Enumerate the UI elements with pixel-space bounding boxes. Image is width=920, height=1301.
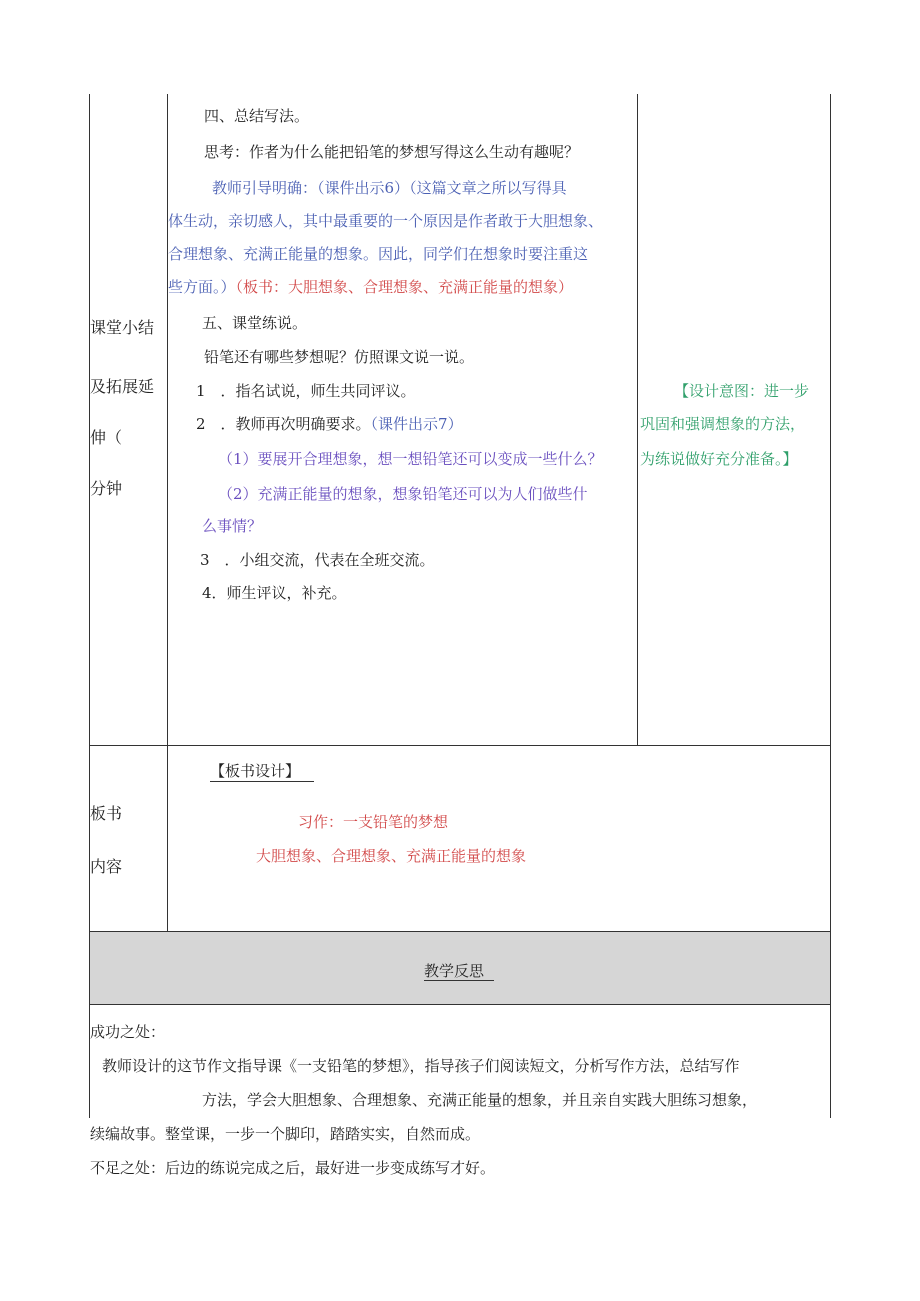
practice-item-2-row — [196, 414, 463, 434]
design-intent-line-1: 【设计意图：进一步 — [674, 382, 810, 400]
design-intent-line-3: 为练说做好充分准备。】 — [640, 450, 798, 468]
para-line-2: 体生动，亲切感人，其中最重要的一个原因是作者敢于大胆想象、 — [168, 212, 604, 230]
practice-sub-1: （1）要展开合理想象，想一想铅笔还可以变成一些什么？ — [218, 450, 603, 468]
board-note: （板书：大胆想象、合理想象、充满正能量的想象） — [235, 278, 574, 296]
section-label-line-1: 课堂小结 — [90, 318, 155, 337]
practice-sub-2-line-1: （2）充满正能量的想象，想象铅笔还可以为人们做些什 — [218, 485, 588, 503]
board-title: 习作：一支铅笔的梦想 — [298, 813, 449, 831]
section-label-line-4: 分钟 — [90, 479, 123, 498]
practice-item-3: 3 ．小组交流，代表在全班交流。 — [200, 551, 435, 569]
para-line-4: 些方面。） — [168, 278, 236, 296]
heading-class-practice: 五、课堂练说。 — [202, 314, 308, 332]
heading-summary-method: 四、总结写法。 — [204, 107, 310, 125]
practice-item-4: 4．师生评议，补充。 — [202, 584, 347, 602]
think-question: 思考：作者为什么能把铅笔的梦想写得这么生动有趣呢？ — [204, 143, 580, 161]
board-design-underline — [210, 781, 314, 782]
table-right-border — [830, 94, 831, 1118]
board-label-line-1: 板书 — [90, 804, 123, 823]
success-label: 成功之处： — [90, 1023, 166, 1041]
success-line-3: 续编故事。整堂课，一步一个脚印，踏踏实实，自然而成。 — [90, 1125, 481, 1143]
board-design-heading: 【板书设计】 — [210, 762, 301, 780]
section-label-line-2: 及拓展延 — [90, 377, 155, 396]
reflection-header-underline — [424, 980, 494, 981]
teacher-guide-line — [212, 178, 567, 198]
para-line-3: 合理想象、充满正能量的想象。因此，同学们在想象时要注重这 — [168, 245, 589, 263]
practice-item-1: 1 ．指名试说，师生共同评议。 — [196, 382, 416, 400]
practice-sub-2-line-2: 么事情？ — [202, 517, 263, 535]
practice-item-2: 2 ．教师再次明确要求。 — [196, 415, 371, 433]
board-label-line-2: 内容 — [90, 857, 123, 876]
reflection-header: 教学反思 — [424, 962, 485, 980]
practice-question: 铅笔还有哪些梦想呢？仿照课文说一说。 — [204, 348, 475, 366]
design-intent-line-2: 巩固和强调想象的方法， — [640, 415, 806, 433]
row-divider-1 — [89, 745, 831, 746]
teacher-guide-label: 教师引导明确： — [212, 179, 318, 197]
courseware-7: （课件出示7） — [370, 415, 463, 433]
board-subtitle: 大胆想象、合理想象、充满正能量的想象 — [256, 847, 527, 865]
row-divider-3 — [89, 1004, 831, 1005]
col-divider-2 — [637, 94, 638, 745]
para-line-1-end: （这篇文章之所以写得具 — [409, 179, 567, 197]
shortcoming: 不足之处：后边的练说完成之后，最好进一步变成练写才好。 — [90, 1159, 496, 1177]
courseware-6: （课件出示6） — [317, 179, 410, 197]
success-line-1: 教师设计的这节作文指导课《一支铅笔的梦想》，指导孩子们阅读短文，分析写作方法，总结写作 — [102, 1057, 740, 1075]
para-line-4-row — [168, 277, 573, 297]
section-label-line-3: 伸（ — [90, 428, 123, 447]
success-line-2: 方法，学会大胆想象、合理想象、充满正能量的想象，并且亲自实践大胆练习想象， — [202, 1091, 758, 1109]
